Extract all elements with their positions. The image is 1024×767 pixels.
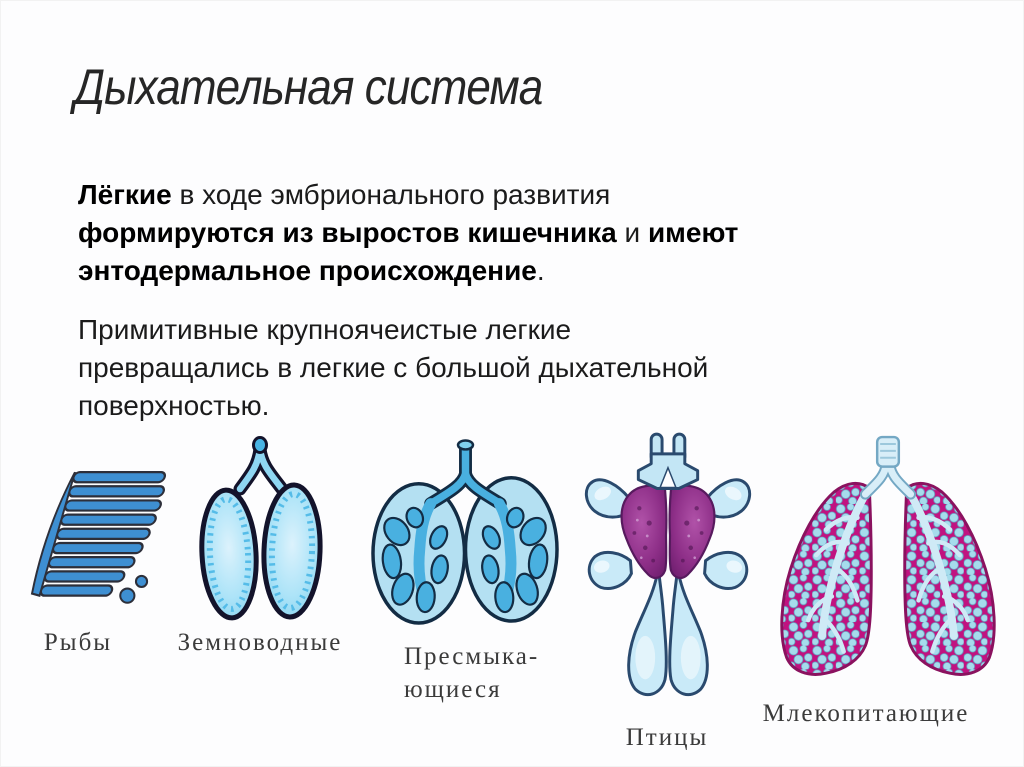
paragraph-line: Примитивные крупноячеистые легкие (78, 314, 572, 345)
paragraph-line (78, 176, 738, 214)
bold-text: энтодермальное происхождение (78, 255, 537, 286)
label-mammals: Млекопитающие (762, 700, 970, 727)
paragraph-line (78, 252, 738, 290)
label-amphibians: Земноводные (177, 629, 343, 656)
fish-gills-svg (24, 466, 176, 624)
label-reptiles (404, 640, 539, 706)
bird-respiratory-illustration (579, 428, 757, 722)
mammal-lungs-svg (765, 433, 1011, 697)
label-fish: Рыбы (43, 629, 113, 656)
reptile-lungs-svg (363, 438, 567, 628)
bold-text: имеют (647, 217, 739, 248)
fish-gills-illustration (24, 466, 176, 624)
reptile-lungs-illustration (363, 438, 567, 628)
paragraph-embryonic-origin (78, 176, 738, 290)
paragraph-line: поверхностью. (78, 390, 270, 421)
paragraph-line: превращались в легкие с большой дыхательной (78, 352, 709, 383)
label-birds: Птицы (625, 724, 709, 751)
regular-text: . (536, 255, 545, 286)
bold-text: Лёгкие (78, 179, 172, 210)
paragraph-line (78, 214, 738, 252)
regular-text: и (616, 217, 648, 248)
slide-title: Дыхательная система (74, 59, 543, 115)
amphibian-lungs-svg (194, 435, 328, 629)
regular-text: в ходе эмбрионального развития (171, 179, 611, 210)
mammal-lungs-illustration (765, 433, 1011, 697)
label-reptiles-line1: Пресмыка- (404, 643, 540, 670)
bold-text: формируются из выростов кишечника (78, 217, 617, 248)
label-reptiles-line2: ющиеся (404, 676, 502, 703)
bird-respiratory-svg (579, 428, 757, 722)
paragraph-primitive-lungs (78, 311, 708, 425)
amphibian-lungs-illustration (194, 435, 328, 629)
